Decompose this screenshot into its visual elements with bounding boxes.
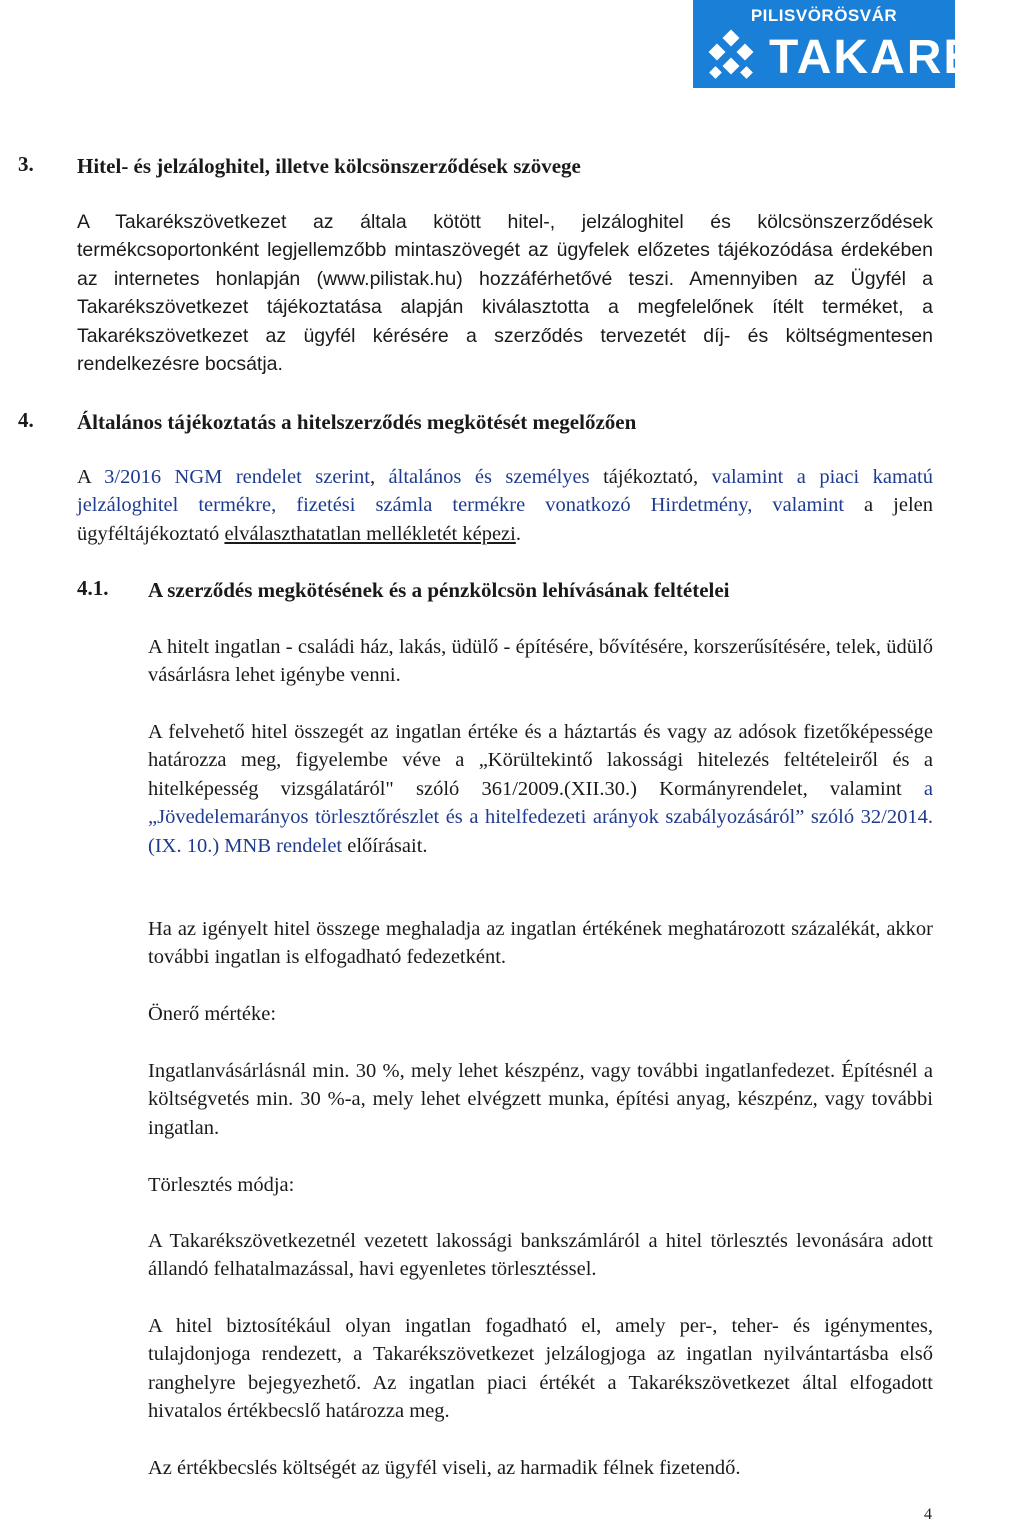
section-4-paragraph [77, 463, 933, 548]
section-4-1-paragraph-4: Ingatlanvásárlásnál min. 30 %, mely lehet készpénz, vagy további ingatlanfedezet. Építésnél a költségvetés min. 30 %-a, mely lehet elvégzett munka, építési anyag, készpénz, vagy további ingatlan. [148, 1060, 933, 1139]
s41-p2-blue: a „Jövedelemarányos törlesztőrészlet és a hitelfedezeti arányok szabályozásáról” szóló 32/2014. (IX. 10.) MNB rendelet [148, 777, 933, 857]
section-4-number: 4. [18, 408, 34, 432]
s41-p2-end: előírásait. [342, 834, 428, 857]
takarek-logo [693, 0, 1014, 88]
s4-text-mid-1: , [369, 466, 389, 488]
page-number: 4 [924, 1506, 932, 1523]
logo-top-text: PILISVÖRÖSVÁR [750, 6, 898, 25]
s4-text-start: A [77, 466, 105, 488]
section-3-title: Hitel- és jelzáloghitel, illetve kölcsönszerződések szövege [77, 154, 581, 178]
s4-text-mid-3: a jelen ügyféltájékoztató [77, 494, 933, 545]
section-4-1-paragraph-6: A hitel biztosítékául olyan ingatlan fogadható el, amely per-, teher- és igénymentes, tulajdonjoga rendezett, a Takarékszövetkezet jelzálogjoga az ingatlan nyilvántartásba első ranghelyre bejegyezhető. Az ingatlan piaci értékét a Takarékszövetkezet által elfogadott hivatalos értékbecslő határozza meg. [148, 1315, 933, 1423]
s4-text-mid-2: tájékoztató, [589, 466, 712, 488]
section-4-1-paragraph-2 [148, 718, 933, 860]
s4-text-blue-3: valamint a piaci kamatú jelzáloghitel termékre, fizetési számla termékre vonatkozó Hirdetmény, valamint [77, 466, 933, 517]
s4-text-end: . [515, 522, 521, 545]
logo-mark-icon [703, 30, 759, 86]
section-4-1-paragraph-1: A hitelt ingatlan - családi ház, lakás, üdülő - építésére, bővítésére, korszerűsítésére, telek, üdülő vásárlásra lehet igénybe venni. [148, 636, 933, 687]
section-4-title: Általános tájékoztatás a hitelszerződés megkötését megelőzően [77, 410, 637, 434]
torlesztes-label: Törlesztés módja: [148, 1174, 295, 1196]
section-4-1-number: 4.1. [77, 576, 109, 600]
s41-p2-start: A felvehető hitel összegét az ingatlan értéke és a háztartás és vagy az adósok fizetőképessége határozza meg, figyelembe véve a „Körültekintő lakossági hitelezés feltételeiről és a hitelképesség vizsgálatáról" szóló 361/2009.(XII.30.) Kormányrendelet, valamint [148, 721, 933, 800]
section-4-1-paragraph-3: Ha az igényelt hitel összege meghaladja az ingatlan értékének meghatározott százalékát, akkor további ingatlan is elfogadható fedezetként. [148, 918, 933, 969]
section-4-1-title: A szerződés megkötésének és a pénzkölcsön lehívásának feltételei [148, 578, 730, 602]
section-4-1-paragraph-5: A Takarékszövetkezetnél vezetett lakossági bankszámláról a hitel törlesztés levonására adott állandó felhatalmazással, havi egyenletes törlesztéssel. [148, 1230, 933, 1281]
s4-text-blue-2: általános és személyes [388, 466, 590, 488]
section-4-1-paragraph-7: Az értékbecslés költségét az ügyfél viseli, az harmadik félnek fizetendő. [148, 1457, 741, 1479]
s4-text-underlined: elválaszthatatlan mellékletét képezi [224, 522, 516, 545]
section-3-number: 3. [18, 152, 34, 176]
s4-text-blue-1: 3/2016 NGM rendelet szerint [104, 466, 370, 488]
section-3-paragraph: A Takarékszövetkezet az általa kötött hitel-, jelzáloghitel és kölcsönszerződések termékcsoportonként legjellemzőbb mintaszövegét az ügyfelek előzetes tájékozódása érdekében az internetes honlapján (www.pilistak.hu) hozzáférhetővé teszi. Amennyiben az Ügyfél a Takarékszövetkezet tájékoztatása alapján kiválasztotta a megfelelőnek ítélt terméket, a Takarékszövetkezet az ügyfél kérésére a szerződés tervezetét díj- és költségmentesen rendelkezésre bocsátja. [77, 211, 933, 376]
onero-label: Önerő mértéke: [148, 1003, 277, 1025]
logo-main-text: TAKARÉK [769, 31, 1014, 84]
